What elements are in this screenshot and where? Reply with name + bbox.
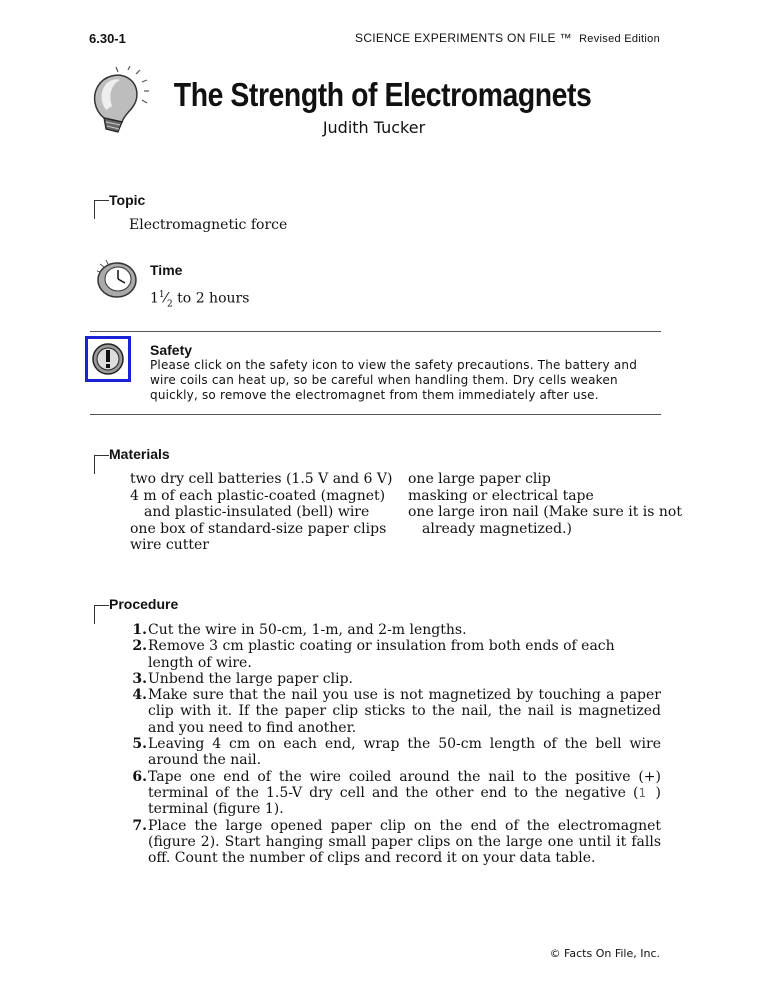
topic-text: Electromagnetic force bbox=[129, 217, 288, 233]
safety-heading: Safety bbox=[150, 342, 193, 358]
edition-label: Revised Edition bbox=[579, 33, 660, 45]
procedure-step: 5. Leaving 4 cm on each end, wrap the 50-cm length of the bell wire around the nail. bbox=[132, 736, 661, 769]
material-item: masking or electrical tape bbox=[408, 487, 594, 504]
minus-symbol: 1 bbox=[638, 785, 656, 800]
procedure-steps bbox=[129, 622, 661, 866]
topic-heading: Topic bbox=[109, 192, 146, 208]
material-item: one large paper clip bbox=[408, 471, 551, 487]
procedure-step: 7. Place the large opened paper clip on the end of the electromagnet (figure 2). Start hanging small paper clips on the large one until it falls off. Count the number of clips and record it on your data table. bbox=[132, 817, 661, 867]
procedure-heading: Procedure bbox=[109, 596, 179, 612]
series-header bbox=[355, 31, 660, 45]
hand-warning-icon bbox=[88, 339, 128, 379]
time-heading: Time bbox=[150, 262, 183, 278]
material-item: and plastic-insulated (bell) wire bbox=[144, 504, 370, 520]
materials-list-right bbox=[408, 471, 682, 537]
safety-top-rule bbox=[90, 331, 661, 332]
safety-text: Please click on the safety icon to view the safety precautions. The battery and wire coils can heat up, so be careful when handling them. Dry cells weaken quickly, so remove the electromagnet from them immediately after use. bbox=[150, 358, 638, 402]
author-name: Judith Tucker bbox=[322, 118, 426, 137]
materials-heading: Materials bbox=[109, 446, 170, 462]
procedure-step: 6. Tape one end of the wire coiled around the nail to the positive (+) terminal of the 1.5-V dry cell and the other end to the negative (1 ) terminal (figure 1). bbox=[132, 768, 661, 818]
section-bracket bbox=[94, 455, 109, 474]
procedure-step: 2. Remove 3 cm plastic coating or insulation from both ends of each length of wire. bbox=[132, 638, 615, 671]
material-item: wire cutter bbox=[130, 537, 209, 553]
section-bracket bbox=[94, 605, 109, 624]
time-frac-num: 1 bbox=[158, 290, 165, 300]
procedure-step: 4. Make sure that the nail you use is not magnetized by touching a paper clip with it. If the paper clip sticks to the nail, the nail is magnetized and you need to find another. bbox=[132, 687, 661, 736]
section-bracket bbox=[94, 200, 109, 219]
material-item: one large iron nail (Make sure it is not bbox=[408, 504, 682, 520]
material-item: one box of standard-size paper clips bbox=[130, 520, 387, 537]
procedure-step: 1. Cut the wire in 50-cm, 1-m, and 2-m lengths. bbox=[132, 622, 467, 638]
material-item: already magnetized.) bbox=[422, 520, 572, 537]
procedure-step: 3. Unbend the large paper clip. bbox=[132, 670, 353, 687]
time-rest: to 2 hours bbox=[172, 290, 250, 307]
time-text: $1^1⁄_2$ to 2 hours bbox=[150, 290, 250, 310]
time-frac-den: 2 bbox=[167, 299, 173, 310]
series-name: SCIENCE EXPERIMENTS ON FILE ™ bbox=[355, 31, 572, 45]
page-title: The Strength of Electromagnets bbox=[173, 76, 592, 113]
safety-button[interactable] bbox=[85, 336, 131, 382]
page-code: 6.30-1 bbox=[89, 31, 126, 46]
clock-icon bbox=[96, 258, 138, 300]
material-item: 4 m of each plastic-coated (magnet) bbox=[130, 487, 386, 504]
copyright-footer: © Facts On File, Inc. bbox=[549, 947, 660, 960]
safety-bottom-rule bbox=[90, 414, 661, 415]
time-whole: 1 bbox=[150, 290, 159, 307]
material-item: two dry cell batteries (1.5 V and 6 V) bbox=[130, 471, 393, 487]
materials-list-left bbox=[130, 471, 392, 554]
